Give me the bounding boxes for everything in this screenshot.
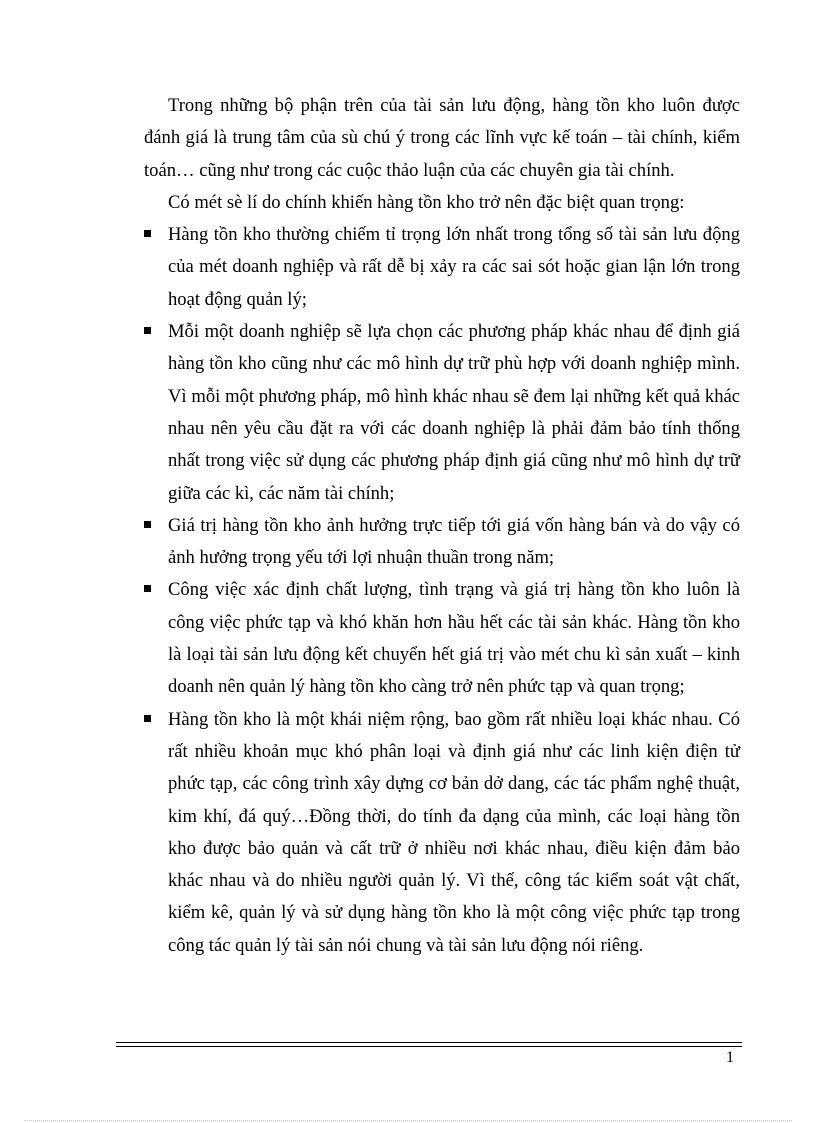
square-bullet-icon xyxy=(144,715,151,722)
list-item-text: Hàng tồn kho là một khái niệm rộng, bao gồm rất nhiều loại khác nhau. Có rất nhiều khoản mục khó phân loại và định giá như các linh kiện điện tử phức tạp, các công trình xây dựng cơ bản dở dang, các tác phẩm nghệ thuật, kim khí, đá quý…Đồng thời, do tính đa dạng của mình, các loại hàng tồn kho được bảo quản và cất trữ ở nhiều nơi khác nhau, điều kiện đảm bảo khác nhau và do nhiều người quản lý. Vì thế, công tác kiểm soát vật chất, kiểm kê, quản lý và sử dụng hàng tồn kho là một công việc phức tạp trong công tác quản lý tài sản nói chung và tài sản lưu động nói riêng. xyxy=(168,708,740,956)
square-bullet-icon xyxy=(144,521,151,528)
page-number: 1 xyxy=(726,1049,734,1066)
footer-divider xyxy=(116,1042,742,1043)
list-item-text: Giá trị hàng tồn kho ảnh hưởng trực tiếp tới giá vốn hàng bán và do vậy có ảnh hưởng trọng yếu tới lợi nhuận thuần trong năm; xyxy=(168,514,740,569)
square-bullet-icon xyxy=(144,230,151,237)
page-edge-dotted-line xyxy=(24,1120,792,1121)
list-item xyxy=(144,510,740,575)
document-body xyxy=(144,90,740,962)
list-item xyxy=(144,219,740,316)
paragraph-intro: Trong những bộ phận trên của tài sản lưu động, hàng tồn kho luôn được đánh giá là trung tâm của sù chú ý trong các lĩnh vực kế toán – tài chính, kiểm toán… cũng như trong các cuộc thảo luận của các chuyên gia tài chính. xyxy=(144,95,740,181)
list-item xyxy=(144,574,740,703)
paragraph-reasons-lead: Có mét sè lí do chính khiến hàng tồn kho trở nên đặc biệt quan trọng: xyxy=(168,191,685,213)
reasons-list xyxy=(144,219,740,962)
list-item-text: Hàng tồn kho thường chiếm tỉ trọng lớn nhất trong tổng số tài sản lưu động của mét doanh nghiệp và rất dễ bị xảy ra các sai sót hoặc gian lận lớn trong hoạt động quản lý; xyxy=(168,224,740,310)
list-item xyxy=(144,316,740,510)
list-item-text: Mỗi một doanh nghiệp sẽ lựa chọn các phương pháp khác nhau để định giá hàng tồn kho cũng như các mô hình dự trữ phù hợp với doanh nghiệp mình. Vì mỗi một phương pháp, mô hình khác nhau sẽ đem lại những kết quả khác nhau nên yêu cầu đặt ra với các doanh nghiệp là phải đảm bảo tính thống nhất trong việc sử dụng các phương pháp định giá cũng như mô hình dự trữ giữa các kì, các năm tài chính; xyxy=(168,321,740,504)
square-bullet-icon xyxy=(144,327,151,334)
square-bullet-icon xyxy=(144,585,151,592)
footer-divider-thin xyxy=(116,1046,742,1047)
list-item xyxy=(144,704,740,962)
list-item-text: Công việc xác định chất lượng, tình trạng và giá trị hàng tồn kho luôn là công việc phức tạp và khó khăn hơn hầu hết các tài sản khác. Hàng tồn kho là loại tài sản lưu động kết chuyển hết giá trị vào mét chu kì sản xuất – kinh doanh nên quản lý hàng tồn kho càng trở nên phức tạp và quan trọng; xyxy=(168,579,740,698)
